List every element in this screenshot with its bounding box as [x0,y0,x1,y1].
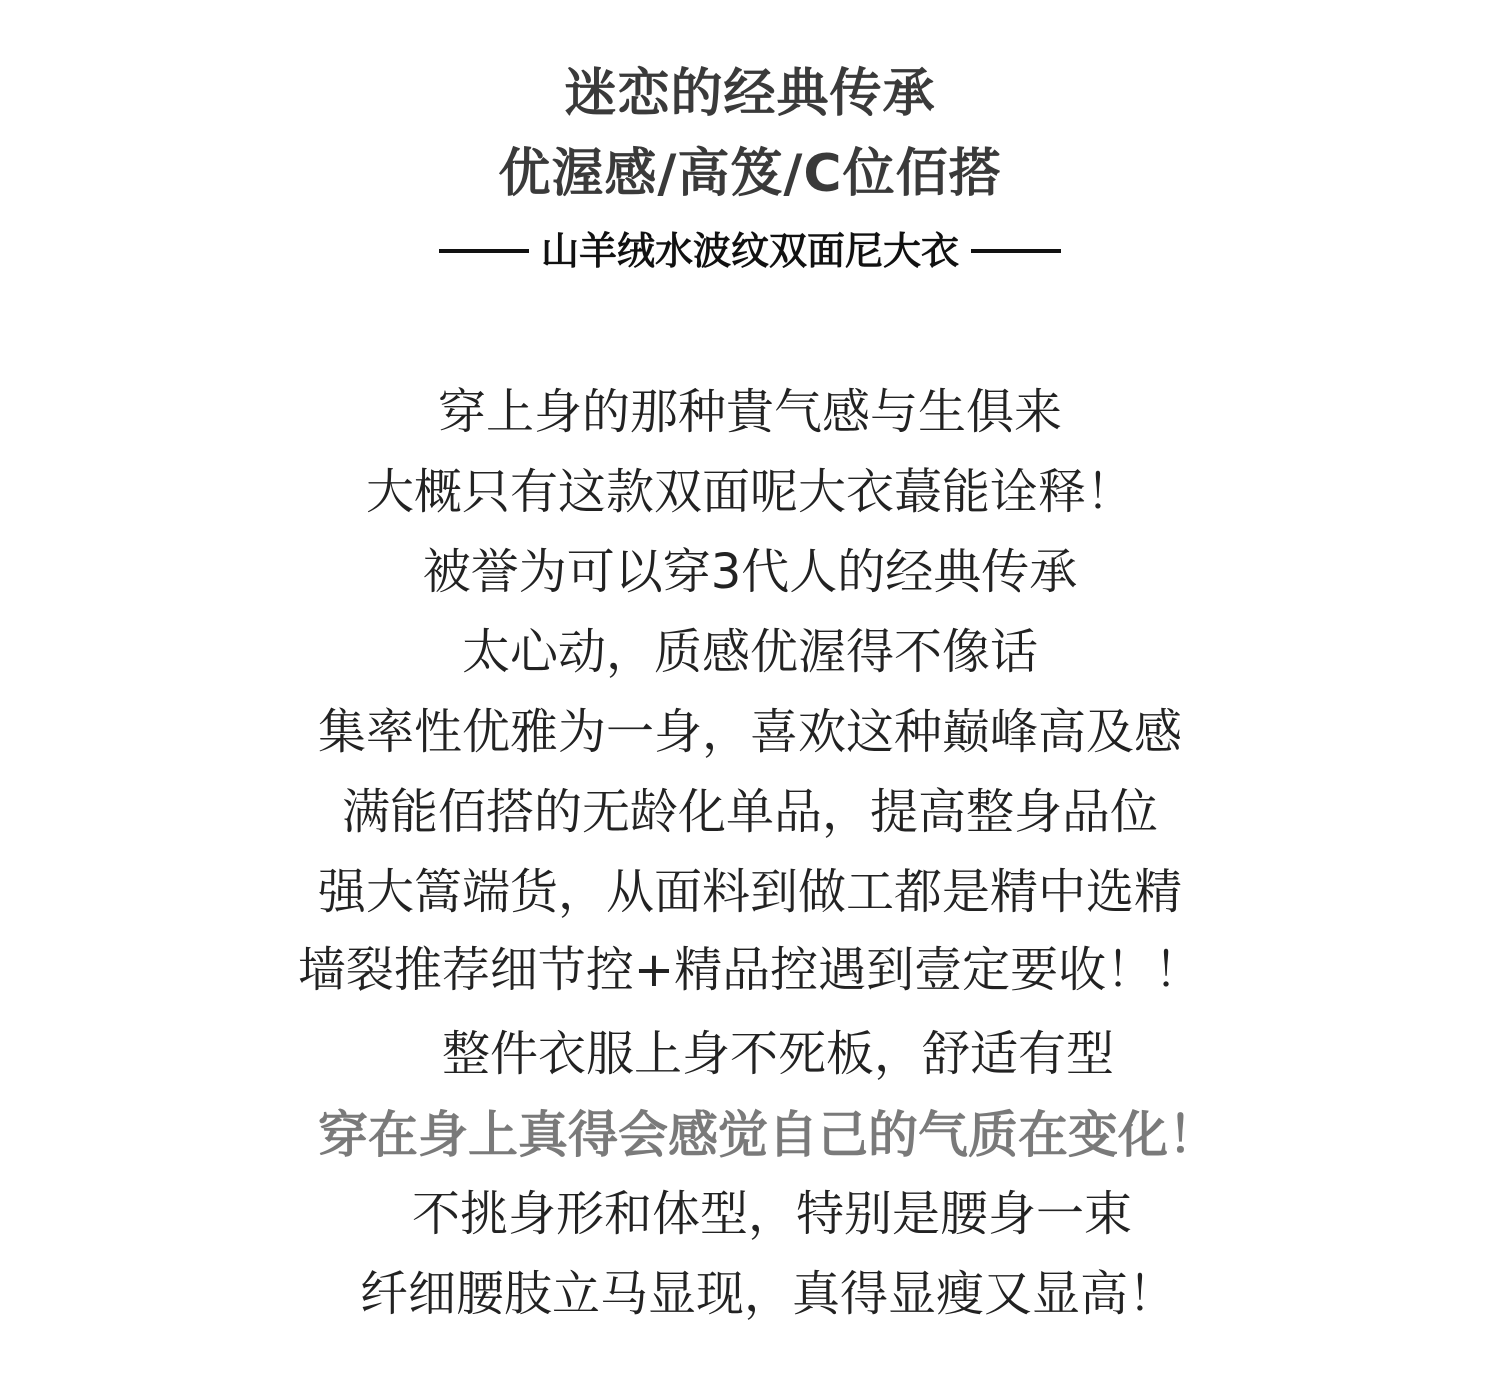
title-line-1: 迷恋的经典传承 [564,64,936,124]
left-dash-divider [439,249,529,253]
body-line-1: 穿上身的那种貴气感与生俱来 [437,384,1062,440]
body-line-5: 集率性优雅为一身，喜欢这种巅峰高及感 [317,704,1182,760]
title-line-2: 优渥感/高笈/C位佰搭 [498,144,1002,204]
body-line-9: 整件衣服上身不死板，舒适有型 [441,1026,1114,1082]
body-line-6: 满能佰搭的无龄化单品，提高整身品位 [341,784,1158,840]
right-dash-divider [971,249,1061,253]
body-line-4: 太心动，质感优渥得不像话 [461,624,1038,680]
body-line-7: 强大篙端货，从面料到做工都是精中选精 [317,864,1182,920]
highlight-line: 穿在身上真得会感觉自己的气质在变化！ [318,1106,1218,1164]
body-line-11: 不挑身形和体型，特别是腰身一束 [411,1186,1132,1242]
subtitle-row [0,229,1500,273]
body-line-2: 大概只有这款双面呢大衣蕞能诠释！ [365,464,1134,520]
body-line-8: 墙裂推荐细节控+精品控遇到壹定要收！！ [297,942,1203,998]
body-line-12: 纤细腰肢立马显现，真得显瘦又显高！ [359,1266,1176,1322]
body-line-3: 被誉为可以穿3代人的经典传承 [422,544,1078,600]
subtitle: 山羊绒水波纹双面尼大衣 [540,229,959,273]
